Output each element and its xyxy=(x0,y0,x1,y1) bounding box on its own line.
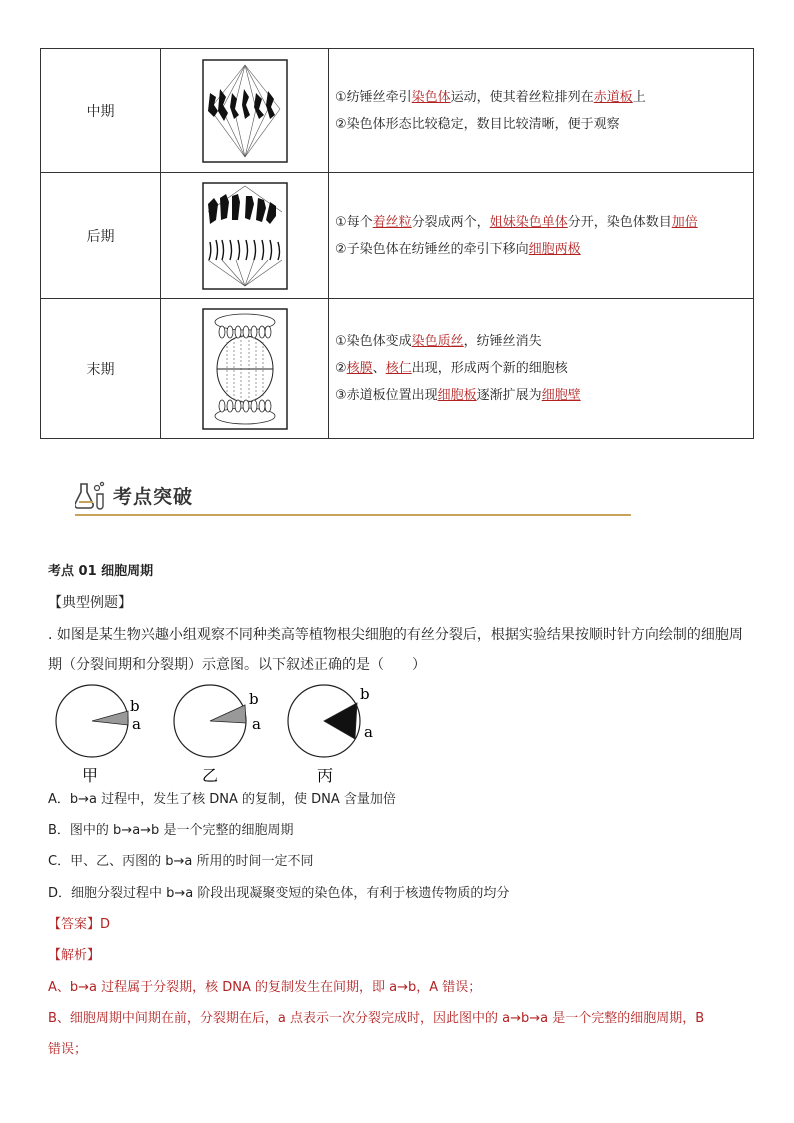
text: 运动，使其着丝粒排列在 xyxy=(450,89,594,105)
text: ③赤道板位置出现 xyxy=(335,388,438,403)
question-line-2: 期（分裂间期和分裂期）示意图。以下叙述正确的是（ ） xyxy=(48,657,426,673)
phase-description xyxy=(329,49,754,173)
analysis-line-3: 错误； xyxy=(48,1042,88,1057)
circle-bing xyxy=(288,685,373,785)
question-line-1: . 如图是某生物兴趣小组观察不同种类高等植物根尖细胞的有丝分裂后，根据实验结果按顺时针方向绘制的细胞周 xyxy=(48,627,743,643)
section-header xyxy=(75,478,631,516)
example-label: 【典型例题】 xyxy=(48,595,132,611)
section-title: 考点突破 xyxy=(113,486,194,508)
label-a: a xyxy=(252,715,261,733)
desc-line xyxy=(335,355,753,382)
analysis-line-2: B、细胞周期中间期在前，分裂期在后，a 点表示一次分裂完成时，因此图中的 a→b→a 是一个完整的细胞周期，B xyxy=(48,1011,705,1026)
text: 上 xyxy=(632,89,646,105)
topic-heading: 考点 01 细胞周期 xyxy=(48,564,154,579)
cell-cycle-figure xyxy=(52,683,392,785)
keyword: 细胞两极 xyxy=(528,241,581,257)
label-a: a xyxy=(132,715,141,733)
caption-bing: 丙 xyxy=(317,766,334,785)
label-b: b xyxy=(130,697,140,715)
phase-name: 后期 xyxy=(41,173,161,299)
option-d: D．细胞分裂过程中 b→a 阶段出现凝聚变短的染色体，有利于核遗传物质的均分 xyxy=(48,886,510,901)
text: 出现，形成两个新的细胞核 xyxy=(411,361,568,376)
desc-line xyxy=(335,84,753,111)
option-c: C．甲、乙、丙图的 b→a 所用的时间一定不同 xyxy=(48,854,314,869)
answer: 【答案】D xyxy=(48,917,111,932)
analysis-label: 【解析】 xyxy=(48,948,101,963)
table-row xyxy=(41,49,754,173)
label-a: a xyxy=(364,723,373,741)
text: ①每个 xyxy=(335,214,373,230)
phase-description xyxy=(329,173,754,299)
text: ①纺锤丝牵引 xyxy=(335,89,412,105)
keyword: 加倍 xyxy=(671,214,698,230)
analysis-line-1: A、b→a 过程属于分裂期，核 DNA 的复制发生在间期，即 a→b，A 错误； xyxy=(48,980,482,995)
text: 分裂成两个， xyxy=(411,214,490,230)
metaphase-image xyxy=(161,49,329,173)
desc-line xyxy=(335,328,753,355)
desc-line: ②染色体形态比较稳定，数目比较清晰，便于观察 xyxy=(335,116,620,132)
keyword: 着丝粒 xyxy=(372,214,412,230)
keyword: 赤道板 xyxy=(593,89,633,105)
circle-yi xyxy=(174,685,261,785)
desc-line xyxy=(335,236,753,263)
text: 分开，染色体数目 xyxy=(567,214,672,230)
keyword: 细胞壁 xyxy=(541,388,581,403)
text: ①染色体变成 xyxy=(335,334,412,349)
telophase-image xyxy=(161,299,329,439)
text: ② xyxy=(335,361,347,376)
phase-name: 末期 xyxy=(41,299,161,439)
keyword: 核膜 xyxy=(346,361,373,376)
phase-description xyxy=(329,299,754,439)
caption-jia: 甲 xyxy=(82,766,99,785)
table-row xyxy=(41,299,754,439)
table-row xyxy=(41,173,754,299)
lab-flask-icon xyxy=(75,480,109,512)
circle-jia xyxy=(56,685,141,785)
keyword: 染色质丝 xyxy=(411,334,464,349)
keyword: 核仁 xyxy=(385,361,412,376)
anaphase-cell-drawing xyxy=(202,182,288,290)
text: 逐渐扩展为 xyxy=(476,388,542,403)
phase-table xyxy=(40,48,754,439)
caption-yi: 乙 xyxy=(202,766,219,785)
desc-line xyxy=(335,382,753,409)
text: ②子染色体在纺锤丝的牵引下移向 xyxy=(335,241,529,257)
keyword: 细胞板 xyxy=(437,388,477,403)
option-a: A．b→a 过程中，发生了核 DNA 的复制，使 DNA 含量加倍 xyxy=(48,792,396,807)
phase-name: 中期 xyxy=(41,49,161,173)
keyword: 染色体 xyxy=(411,89,451,105)
option-b: B．图中的 b→a→b 是一个完整的细胞周期 xyxy=(48,823,294,838)
text: 、 xyxy=(372,361,386,376)
telophase-cell-drawing xyxy=(202,308,288,430)
section-divider xyxy=(75,514,631,516)
metaphase-cell-drawing xyxy=(202,59,288,163)
anaphase-image xyxy=(161,173,329,299)
label-b: b xyxy=(360,685,370,703)
keyword: 姐妹染色单体 xyxy=(489,214,568,230)
text: ，纺锤丝消失 xyxy=(463,334,542,349)
desc-line xyxy=(335,209,753,236)
label-b: b xyxy=(249,690,259,708)
